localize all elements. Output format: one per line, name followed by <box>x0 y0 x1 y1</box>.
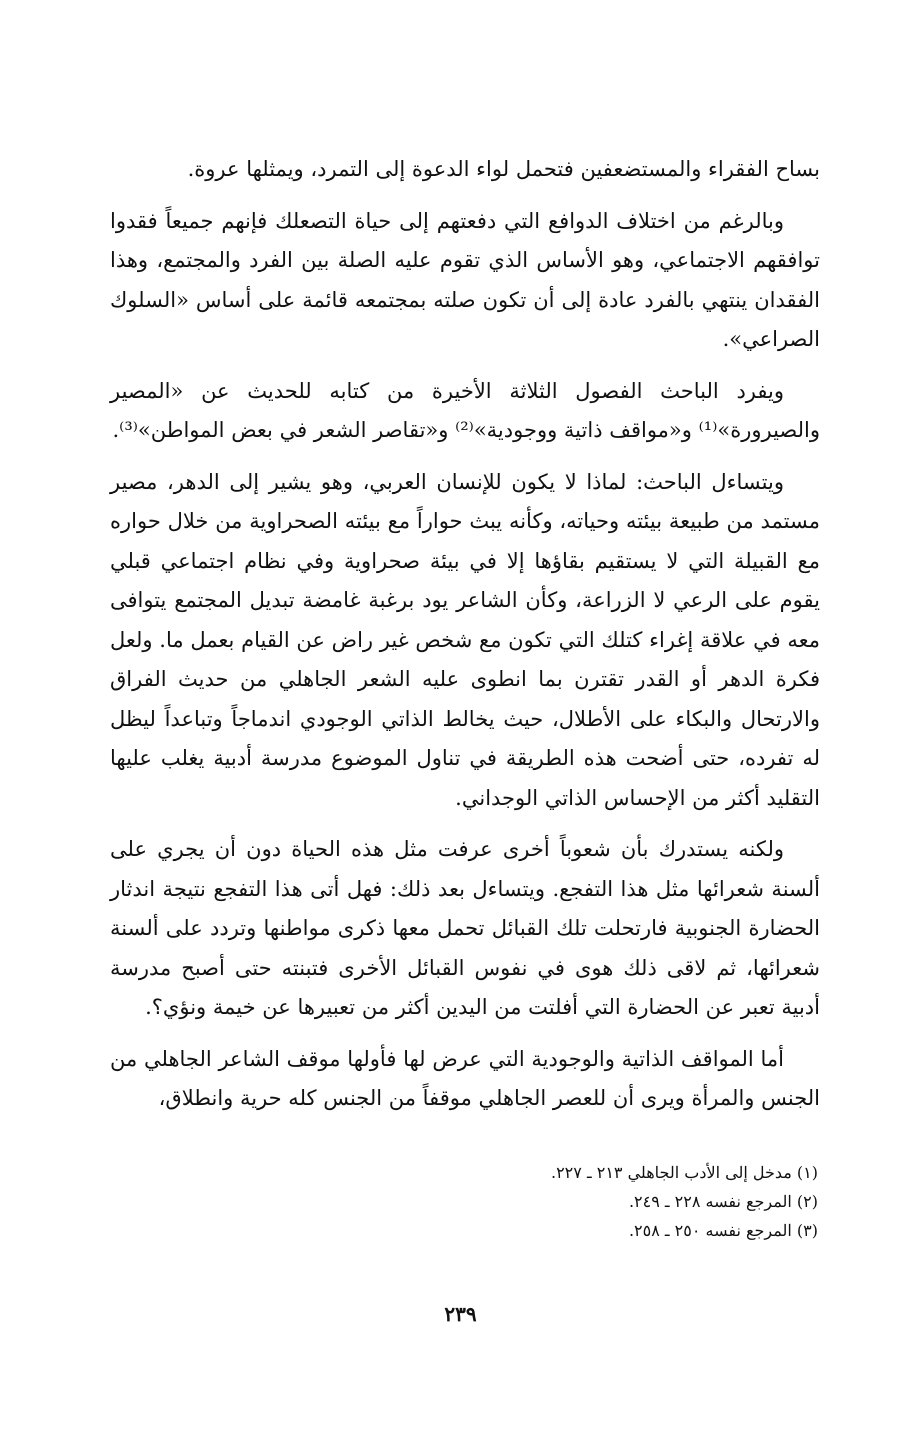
paragraph-3: ويفرد الباحث الفصول الثلاثة الأخيرة من كتابه للحديث عن «المصير والصيرورة»⁽¹⁾ و«مواقف ذاتية ووجودية»⁽²⁾ و«تقاصر الشعر في بعض المواطن»⁽³⁾. <box>110 378 820 442</box>
paragraph-4: ويتساءل الباحث: لماذا لا يكون للإنسان العربي، وهو يشير إلى الدهر، مصير مستمد من طبيعة بيئته وحياته، وكأنه يبث حواراً مع بيئته الصحراوية من خلال حواره مع القبيلة التي لا يستقيم بقاؤها إلا في بيئة صحراوية وفي نظام اجتماعي قبلي يقوم على الرعي لا الزراعة، وكأن الشاعر يود برغبة غامضة تبديل المجتمع يتوافى معه في علاقة إغراء كتلك التي تكون مع شخص غير راض عن القيام بعمل ما. ولعل فكرة الدهر أو القدر تقترن بما انطوى عليه الشعر الجاهلي من حديث الفراق والارتحال والبكاء على الأطلال، حيث يخالط الذاتي الوجودي اندماجاً وتباعداً ليظل له تفرده، حتى أضحت هذه الطريقة في تناول الموضوع مدرسة أدبية يغلب عليها التقليد أكثر من الإحساس الذاتي الوجداني. <box>110 469 820 810</box>
page-number: ٢٣٩ <box>444 1302 477 1326</box>
footnote-1: (١) مدخل إلى الأدب الجاهلي ٢١٣ ـ ٢٢٧. <box>550 1163 818 1182</box>
paragraph-6: أما المواقف الذاتية والوجودية التي عرض لها فأولها موقف الشاعر الجاهلي من الجنس والمرأة ويرى أن للعصر الجاهلي موقفاً من الجنس كله حرية وانطلاق، <box>110 1046 820 1110</box>
paragraph-2: وبالرغم من اختلاف الدوافع التي دفعتهم إلى حياة التصعلك فإنهم جميعاً فقدوا توافقهم الاجتماعي، وهو الأساس الذي تقوم عليه الصلة بين الفرد والمجتمع، وهذا الفقدان ينتهي بالفرد عادة إلى أن تكون صلته بمجتمعه قائمة على أساس «السلوك الصراعي». <box>110 208 820 351</box>
paragraph-5: ولكنه يستدرك بأن شعوباً أخرى عرفت مثل هذه الحياة دون أن يجري على ألسنة شعرائها مثل هذا التفجع. ويتساءل بعد ذلك: فهل أتى هذا التفجع نتيجة اندثار الحضارة الجنوبية فارتحلت تلك القبائل تحمل معها ذكرى مواطنها وتردد على ألسنة شعرائها، ثم لاقى ذلك هوى في نفوس القبائل الأخرى فتبنته حتى أصبح مدرسة أدبية تعبر عن الحضارة التي أفلتت من اليدين أكثر من تعبيرها عن خيمة ونؤي؟. <box>110 837 820 1019</box>
footnote-2: (٢) المرجع نفسه ٢٢٨ ـ ٢٤٩. <box>628 1192 818 1211</box>
paragraph-1: بساح الفقراء والمستضعفين فتحمل لواء الدعوة إلى التمرد، ويمثلها عروة. <box>187 157 820 181</box>
page-body <box>110 150 820 1131</box>
footnote-3: (٣) المرجع نفسه ٢٥٠ ـ ٢٥٨. <box>628 1221 818 1240</box>
footnotes <box>110 1158 820 1245</box>
